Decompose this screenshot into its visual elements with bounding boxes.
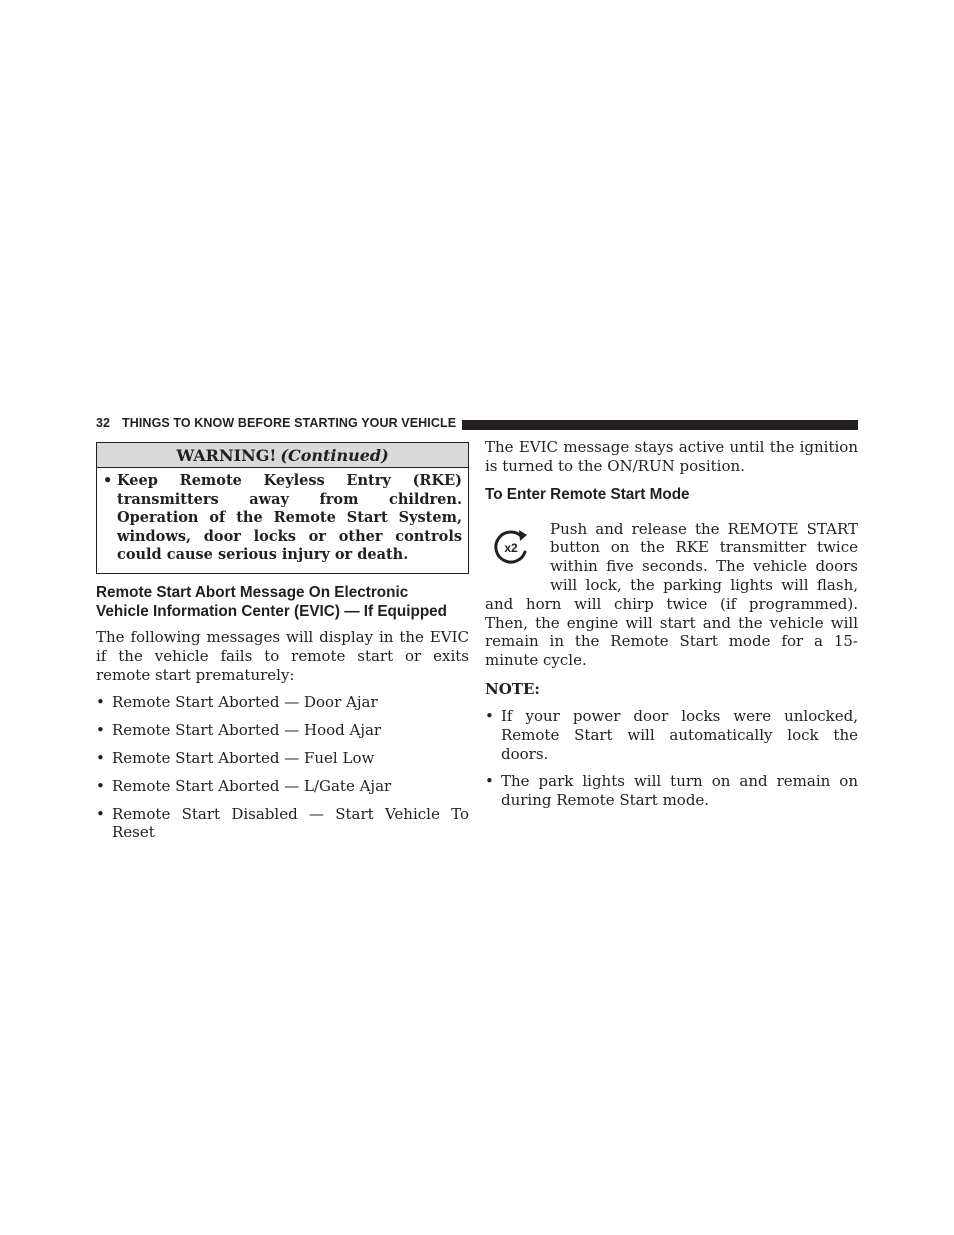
right-column bbox=[485, 438, 858, 810]
left-column bbox=[96, 442, 469, 842]
bullet-icon: • bbox=[485, 706, 494, 725]
note-list bbox=[485, 707, 858, 810]
list-item-text: The park lights will turn on and remain on during Remote Start mode. bbox=[501, 772, 858, 810]
list-item bbox=[485, 707, 858, 763]
page-number: 32 bbox=[96, 416, 111, 430]
bullet-icon: • bbox=[96, 776, 105, 795]
warning-continued: (Continued) bbox=[280, 446, 389, 465]
list-item-text: Remote Start Aborted — Hood Ajar bbox=[112, 721, 382, 740]
note-label: NOTE: bbox=[485, 679, 540, 698]
page-header bbox=[96, 416, 858, 434]
bullet-icon: • bbox=[103, 472, 113, 489]
list-item-text: If your power door locks were unlocked, Remote Start will automatically lock the doors. bbox=[501, 706, 858, 763]
warning-box bbox=[96, 442, 469, 574]
warning-label: WARNING! bbox=[176, 446, 277, 465]
enter-remote-start-block bbox=[485, 520, 858, 670]
enter-remote-start-heading: To Enter Remote Start Mode bbox=[485, 485, 690, 503]
evic-paragraph: The EVIC message stays active until the ignition is turned to the ON/RUN position. bbox=[485, 438, 858, 475]
list-item-text: Remote Start Aborted — L/Gate Ajar bbox=[112, 776, 392, 795]
bullet-icon: • bbox=[96, 721, 105, 740]
header-rule-bar bbox=[462, 420, 858, 430]
list-item-text: Remote Start Aborted — Fuel Low bbox=[112, 748, 375, 767]
warning-item bbox=[103, 472, 462, 565]
bullet-icon: • bbox=[96, 693, 105, 712]
x2-label: x2 bbox=[504, 540, 518, 555]
section-title: THINGS TO KNOW BEFORE STARTING YOUR VEHICLE bbox=[122, 416, 457, 430]
list-item bbox=[96, 721, 469, 740]
abort-intro-paragraph: The following messages will display in the EVIC if the vehicle fails to remote start or exits remote start prematurely: bbox=[96, 627, 469, 684]
remote-start-x2-icon bbox=[485, 522, 537, 574]
abort-message-list bbox=[96, 693, 469, 842]
bullet-icon: • bbox=[485, 772, 494, 791]
enter-remote-start-paragraph: Push and release the REMOTE START button on the RKE transmitter twice within five seconds. The vehicle doors will lock, the parking lights will flash, and horn will chirp twice (if programmed). Then, the engine will start and the vehicle will remain in the Remote Start mode for a 15-minute cycle. bbox=[485, 519, 858, 670]
warning-header bbox=[97, 443, 468, 468]
list-item bbox=[485, 772, 858, 810]
list-item-text: Remote Start Disabled — Start Vehicle To Reset bbox=[112, 804, 469, 842]
abort-heading-line1: Remote Start Abort Message On Electronic bbox=[96, 583, 409, 601]
list-item-text: Remote Start Aborted — Door Ajar bbox=[112, 693, 378, 712]
list-item bbox=[96, 805, 469, 843]
abort-heading-line2: Vehicle Information Center (EVIC) — If Equipped bbox=[96, 602, 448, 620]
bullet-icon: • bbox=[96, 804, 105, 823]
list-item bbox=[96, 749, 469, 768]
abort-section-heading bbox=[96, 583, 469, 621]
bullet-icon: • bbox=[96, 748, 105, 767]
list-item bbox=[96, 777, 469, 796]
warning-body bbox=[97, 468, 468, 573]
list-item bbox=[96, 693, 469, 712]
warning-item-text: Keep Remote Keyless Entry (RKE) transmitters away from children. Operation of the Remote Start System, windows, door locks or other controls could cause serious injury or death. bbox=[117, 472, 462, 564]
